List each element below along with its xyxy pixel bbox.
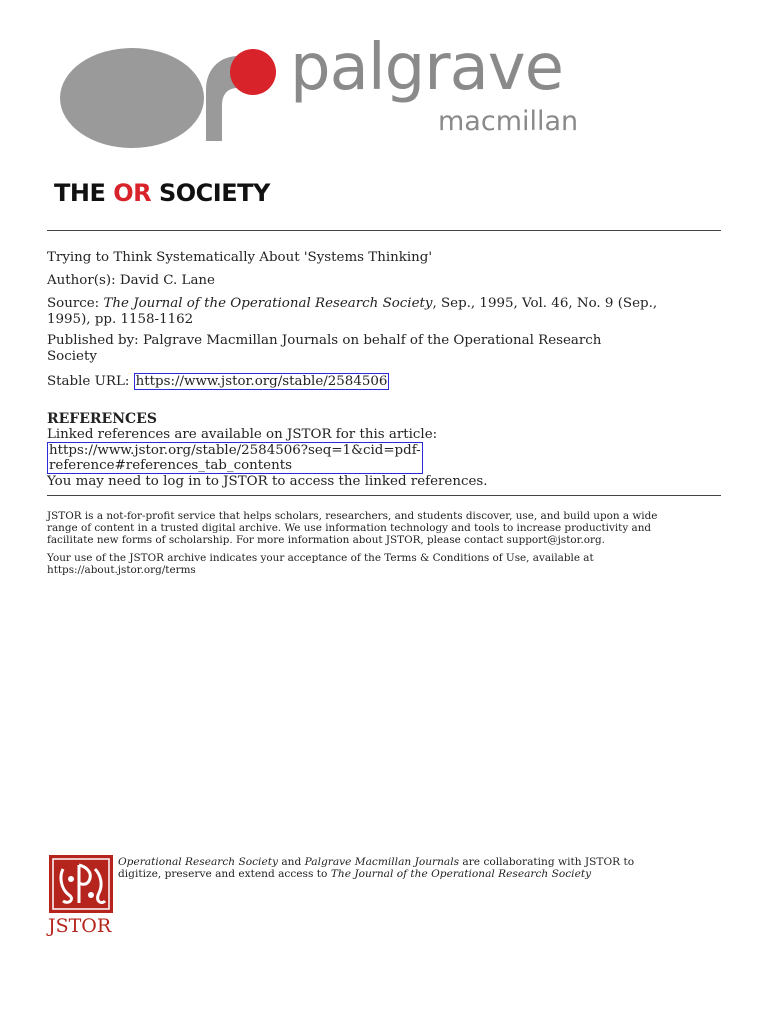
or-society-wordmark [54,181,270,205]
divider-top [47,230,721,231]
references-link-part2[interactable]: reference#references_tab_contents [49,458,292,473]
stable-url-label: Stable URL: [47,374,130,389]
society-prefix: THE [54,179,114,207]
macmillan-wordmark: macmillan [438,106,579,137]
divider-middle [47,495,721,496]
source-details-1: , Sep., 1995, Vol. 46, No. 9 (Sep., [432,296,658,311]
collab-mid: are collaborating with JSTOR to [459,856,635,868]
palgrave-wordmark: palgrave [290,31,564,105]
terms-paragraph [47,552,727,576]
references-heading: REFERENCES [47,411,157,427]
references-link-box[interactable] [47,442,423,474]
collab-org1: Operational Research Society [118,856,278,868]
collab-line-2 [118,868,718,880]
jstor-notice-paragraph [47,510,727,546]
collab-and: and [277,856,305,868]
society-suffix: SOCIETY [151,179,270,207]
publisher-line-1: Palgrave Macmillan Journals on behalf of the Operational Research [142,333,602,348]
source-label: Source: [47,296,100,311]
terms-line-1: Your use of the JSTOR archive indicates your acceptance of the Terms & Conditions of Use, available at [47,552,594,564]
source-journal: The Journal of the Operational Research Society [103,296,433,311]
collab-line2-prefix: digitize, preserve and extend access to [118,868,331,880]
authors-value: David C. Lane [119,273,215,288]
terms-url[interactable]: https://about.jstor.org/terms [47,564,196,576]
notice-line-2: range of content in a trusted digital archive. We use information technology and tools to increase productivity and [47,522,652,534]
notice-line-3: facilitate new forms of scholarship. For more information about JSTOR, please contact support@jstor.org. [47,534,605,546]
references-intro: Linked references are available on JSTOR for this article: [47,427,438,442]
society-or: OR [113,179,152,207]
collaboration-note [118,856,718,880]
authors-label: Author(s): [47,273,116,288]
jstor-wordmark: JSTOR [48,915,112,937]
published-line [47,333,727,365]
jstor-logo-mark [49,855,115,919]
article-title: Trying to Think Systematically About 'Systems Thinking' [47,250,433,265]
authors-line [47,273,727,289]
references-link-part1[interactable]: https://www.jstor.org/stable/2584506?seq=1&cid=pdf- [49,443,421,458]
notice-line-1: JSTOR is a not-for-profit service that helps scholars, researchers, and students discover, use, and build upon a wide [47,510,658,522]
collab-line-1 [118,856,718,868]
collab-journal: The Journal of the Operational Research Society [330,868,592,880]
source-details-2: 1995), pp. 1158-1162 [47,312,194,327]
source-line [47,296,727,328]
jstor-seal-icon [49,855,113,915]
stable-url-link[interactable]: https://www.jstor.org/stable/2584506 [135,374,388,389]
references-section [47,411,727,489]
references-login-note: You may need to log in to JSTOR to access the linked references. [47,474,488,489]
stable-url-line [47,374,727,390]
published-label: Published by: [47,333,139,348]
collab-org2: Palgrave Macmillan Journals [304,856,460,868]
publisher-line-2: Society [47,349,97,364]
